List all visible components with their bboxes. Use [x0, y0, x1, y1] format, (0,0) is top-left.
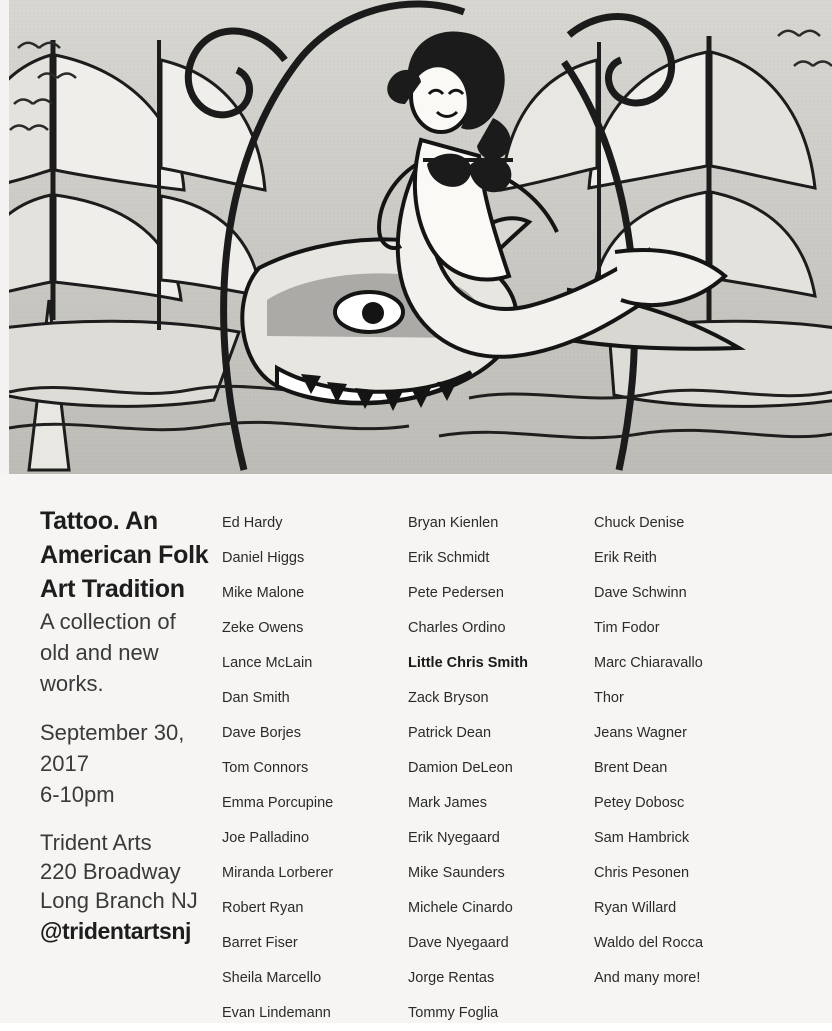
list-item: Bryan Kienlen [408, 515, 499, 531]
list-item: Lance McLain [222, 655, 313, 671]
list-item: Petey Dobosc [594, 795, 685, 811]
title-line-1: Tattoo. An [40, 507, 158, 535]
list-item: Daniel Higgs [222, 550, 305, 566]
list-item: Joe Palladino [222, 830, 310, 846]
artist-column-3 [594, 506, 780, 1031]
title-line-3: Art Tradition [40, 575, 185, 603]
list-item: Tom Connors [222, 760, 309, 776]
tattoo-flash-illustration [9, 0, 832, 474]
subtitle [40, 606, 215, 699]
list-item: Dave Schwinn [594, 585, 687, 601]
subtitle-line-2: old and new [40, 640, 159, 665]
list-item: Waldo del Rocca [594, 935, 704, 951]
spacer-1 [40, 699, 215, 717]
list-item: Barret Fiser [222, 935, 298, 951]
list-item: Dan Smith [222, 690, 290, 706]
list-item: Jorge Rentas [408, 970, 495, 986]
event-date [40, 717, 215, 810]
list-item: Miranda Lorberer [222, 865, 334, 881]
list-item: And many more! [594, 970, 701, 986]
list-item: Evan Lindemann [222, 1005, 331, 1021]
list-item: Ryan Willard [594, 900, 677, 916]
venue-street: 220 Broadway [40, 859, 181, 884]
page-title [40, 504, 215, 606]
list-item: Jeans Wagner [594, 725, 687, 741]
spacer-2 [40, 810, 215, 828]
list-item: Charles Ordino [408, 620, 506, 636]
list-item: Ed Hardy [222, 515, 283, 531]
list-item: Sheila Marcello [222, 970, 322, 986]
list-item: Erik Reith [594, 550, 657, 566]
list-item: Erik Schmidt [408, 550, 490, 566]
artist-column-1 [222, 506, 408, 1031]
artwork-svg [9, 0, 832, 474]
list-item: Zack Bryson [408, 690, 489, 706]
list-item: Brent Dean [594, 760, 668, 776]
list-item: Sam Hambrick [594, 830, 690, 846]
event-date-line-2: 2017 [40, 751, 89, 776]
title-line-2: American Folk [40, 541, 209, 569]
list-item: Emma Porcupine [222, 795, 334, 811]
headline-block [40, 504, 215, 947]
artist-column-2 [408, 506, 594, 1031]
venue-block [40, 828, 215, 915]
list-item: Mike Malone [222, 585, 305, 601]
list-item: Mike Saunders [408, 865, 505, 881]
list-item: Chuck Denise [594, 515, 685, 531]
list-item: Marc Chiaravallo [594, 655, 703, 671]
social-handle[interactable]: @tridentartsnj [40, 918, 192, 944]
list-item: Erik Nyegaard [408, 830, 500, 846]
list-item: Patrick Dean [408, 725, 492, 741]
list-item: Chris Pesonen [594, 865, 690, 881]
list-item: Michele Cinardo [408, 900, 513, 916]
event-date-line-1: September 30, [40, 720, 185, 745]
list-item: Tim Fodor [594, 620, 660, 636]
venue-name: Trident Arts [40, 830, 152, 855]
list-item: Pete Pedersen [408, 585, 504, 601]
list-item: Dave Borjes [222, 725, 301, 741]
subtitle-line-3: works. [40, 671, 104, 696]
list-item: Little Chris Smith [408, 655, 529, 671]
list-item: Zeke Owens [222, 620, 304, 636]
list-item: Robert Ryan [222, 900, 304, 916]
list-item: Thor [594, 690, 624, 706]
poster-text-area [0, 474, 832, 1023]
artist-list [222, 506, 822, 1031]
venue-city: Long Branch NJ [40, 888, 198, 913]
list-item: Dave Nyegaard [408, 935, 509, 951]
event-time: 6-10pm [40, 782, 115, 807]
list-item: Mark James [408, 795, 487, 811]
list-item: Tommy Foglia [408, 1005, 499, 1021]
subtitle-line-1: A collection of [40, 609, 176, 634]
list-item: Damion DeLeon [408, 760, 513, 776]
